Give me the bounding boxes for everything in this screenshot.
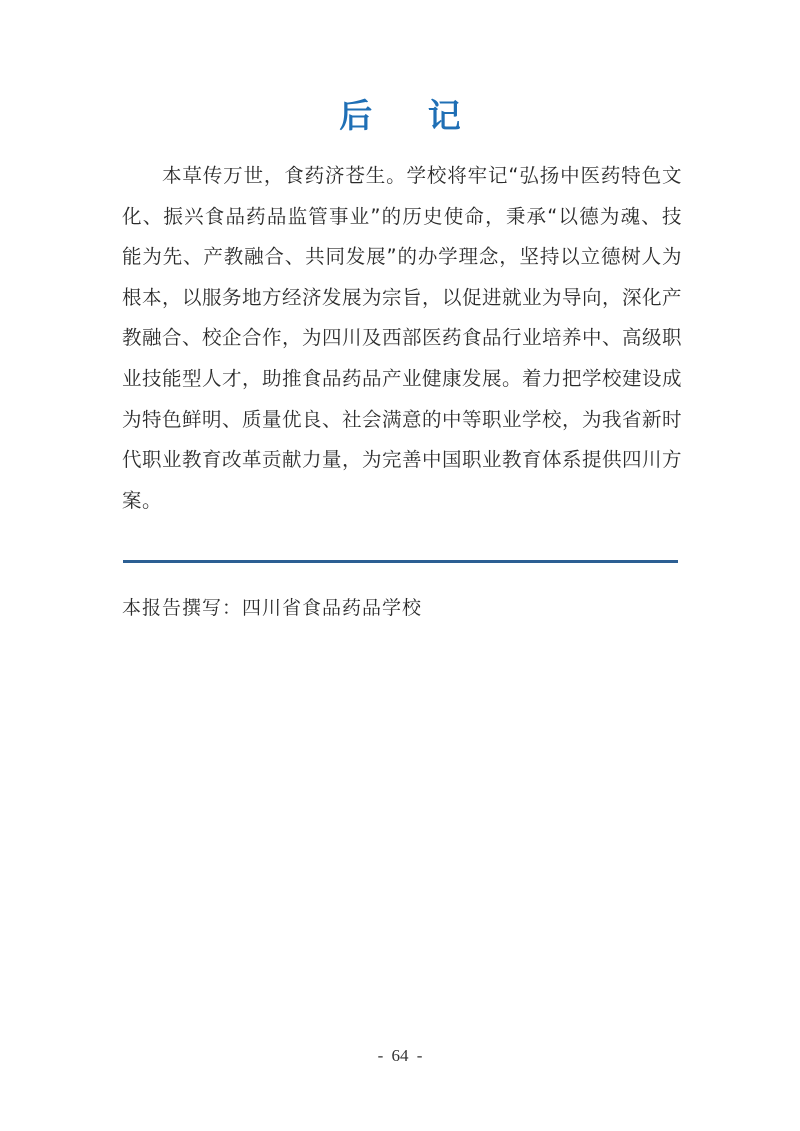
author-line: 本报告撰写：四川省食品药品学校 [122, 597, 423, 619]
body-paragraph: 本草传万世，食药济苍生。学校将牢记“弘扬中医药特色文化、振兴食品药品监管事业”的历史使命，秉承“以德为魂、技能为先、产教融合、共同发展”的办学理念，坚持以立德树人为根本，以服务地方经济发展为宗旨，以促进就业为导向，深化产教融合、校企合作，为四川及西部医药食品行业培养中、高级职业技能型人才，助推食品药品产业健康发展。着力把学校建设成为特色鲜明、质量优良、社会满意的中等职业学校，为我省新时代职业教育改革贡献力量，为完善中国职业教育体系提供四川方案。 [122, 164, 683, 512]
section-divider [123, 560, 678, 563]
page-number: - 64 - [377, 1046, 423, 1065]
page-title: 后 记 [339, 96, 483, 135]
